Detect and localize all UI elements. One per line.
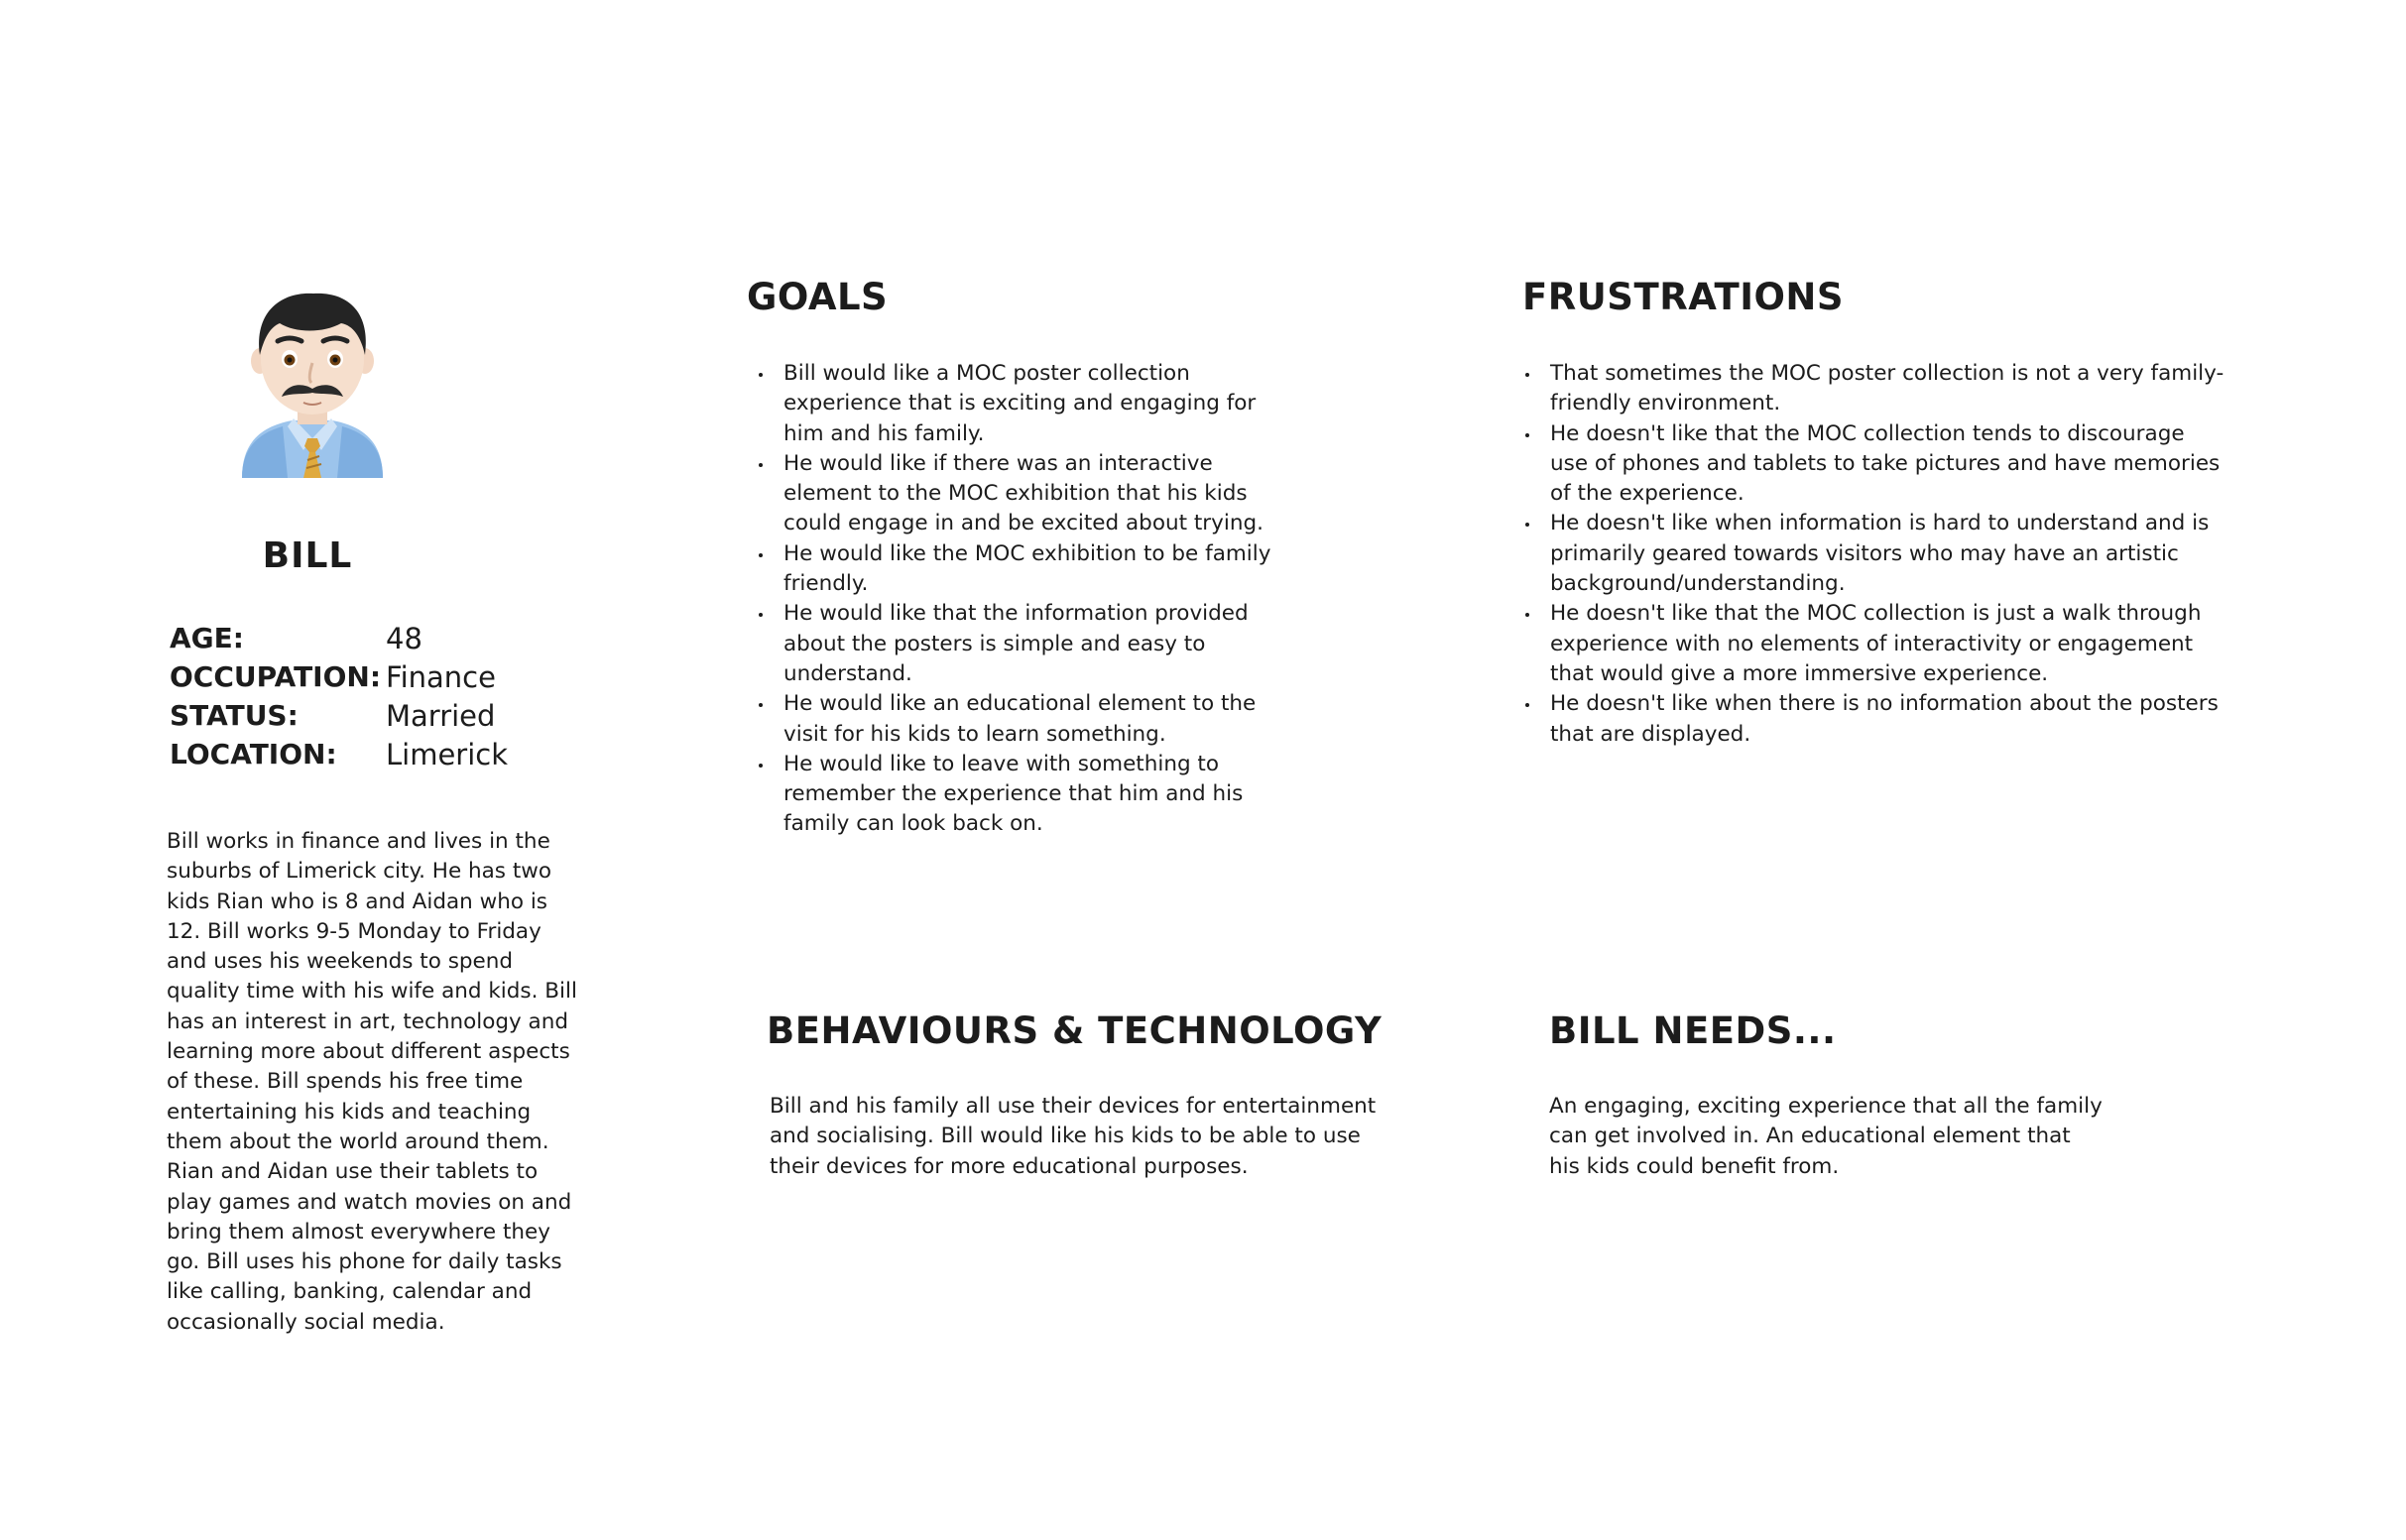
list-item: He would like to leave with something to remember the experience that him and his family can look back on.	[747, 750, 1302, 840]
frustrations-list	[1513, 359, 2227, 750]
list-item: He would like if there was an interactive element to the MOC exhibition that his kids could engage in and be excited about trying.	[747, 449, 1302, 539]
goals-list	[747, 359, 1302, 840]
list-item: He doesn't like that the MOC collection tends to discourage use of phones and tablets to take pictures and have memories of the experience.	[1513, 419, 2227, 510]
info-row-status	[170, 696, 508, 735]
behaviours-text: Bill and his family all use their devices for entertainment and socialising. Bill would like his kids to be able to use their devices for more educational purposes.	[770, 1094, 1377, 1179]
info-row-occupation	[170, 657, 508, 696]
man-office-worker-emoji-icon	[238, 290, 387, 478]
info-value: Finance	[386, 659, 496, 694]
info-row-location	[170, 735, 508, 773]
list-item: He would like the MOC exhibition to be family friendly.	[747, 539, 1302, 600]
list-item: He would like that the information provided about the posters is simple and easy to understand.	[747, 599, 1302, 689]
list-item: He doesn't like that the MOC collection is just a walk through experience with no elements of interactivity or engagement that would give a more immersive experience.	[1513, 599, 2227, 689]
behaviours-heading: BEHAVIOURS & TECHNOLOGY	[767, 1009, 1383, 1052]
info-label: AGE:	[170, 622, 244, 654]
frustrations-heading: FRUSTRATIONS	[1522, 276, 1845, 318]
persona-name: BILL	[262, 535, 353, 576]
list-item: That sometimes the MOC poster collection is not a very family-friendly environment.	[1513, 359, 2227, 419]
info-value: Married	[386, 698, 496, 733]
list-item: He doesn't like when there is no information about the posters that are displayed.	[1513, 689, 2227, 750]
persona-bio: Bill works in finance and lives in the suburbs of Limerick city. He has two kids Rian who is 8 and Aidan who is 12. Bill works 9-5 Monday to Friday and uses his weekends to spend quality time with his wife and kids. Bill has an interest in art, technology and learning more about different aspects of these. Bill spends his free time entertaining his kids and teaching them about the world around them. Rian and Aidan use their tablets to play games and watch movies on and bring them almost everywhere they go. Bill uses his phone for daily tasks like calling, banking, calendar and occasionally social media.	[167, 829, 577, 1335]
info-row-age	[170, 619, 508, 657]
info-value: Limerick	[386, 737, 509, 771]
list-item: Bill would like a MOC poster collection experience that is exciting and engaging for him and his family.	[747, 359, 1302, 449]
needs-text: An engaging, exciting experience that all the family can get involved in. An educational element that his kids could benefit from.	[1549, 1094, 2103, 1179]
list-item: He would like an educational element to the visit for his kids to learn something.	[747, 689, 1302, 750]
info-label: STATUS:	[170, 699, 299, 732]
info-label: LOCATION:	[170, 738, 337, 770]
list-item: He doesn't like when information is hard to understand and is primarily geared towards visitors who may have an artistic background/understanding.	[1513, 509, 2227, 599]
persona-info	[170, 619, 508, 773]
info-value: 48	[386, 621, 422, 655]
goals-heading: GOALS	[747, 276, 889, 318]
needs-heading: BILL NEEDS...	[1549, 1009, 1837, 1052]
info-label: OCCUPATION:	[170, 660, 382, 693]
